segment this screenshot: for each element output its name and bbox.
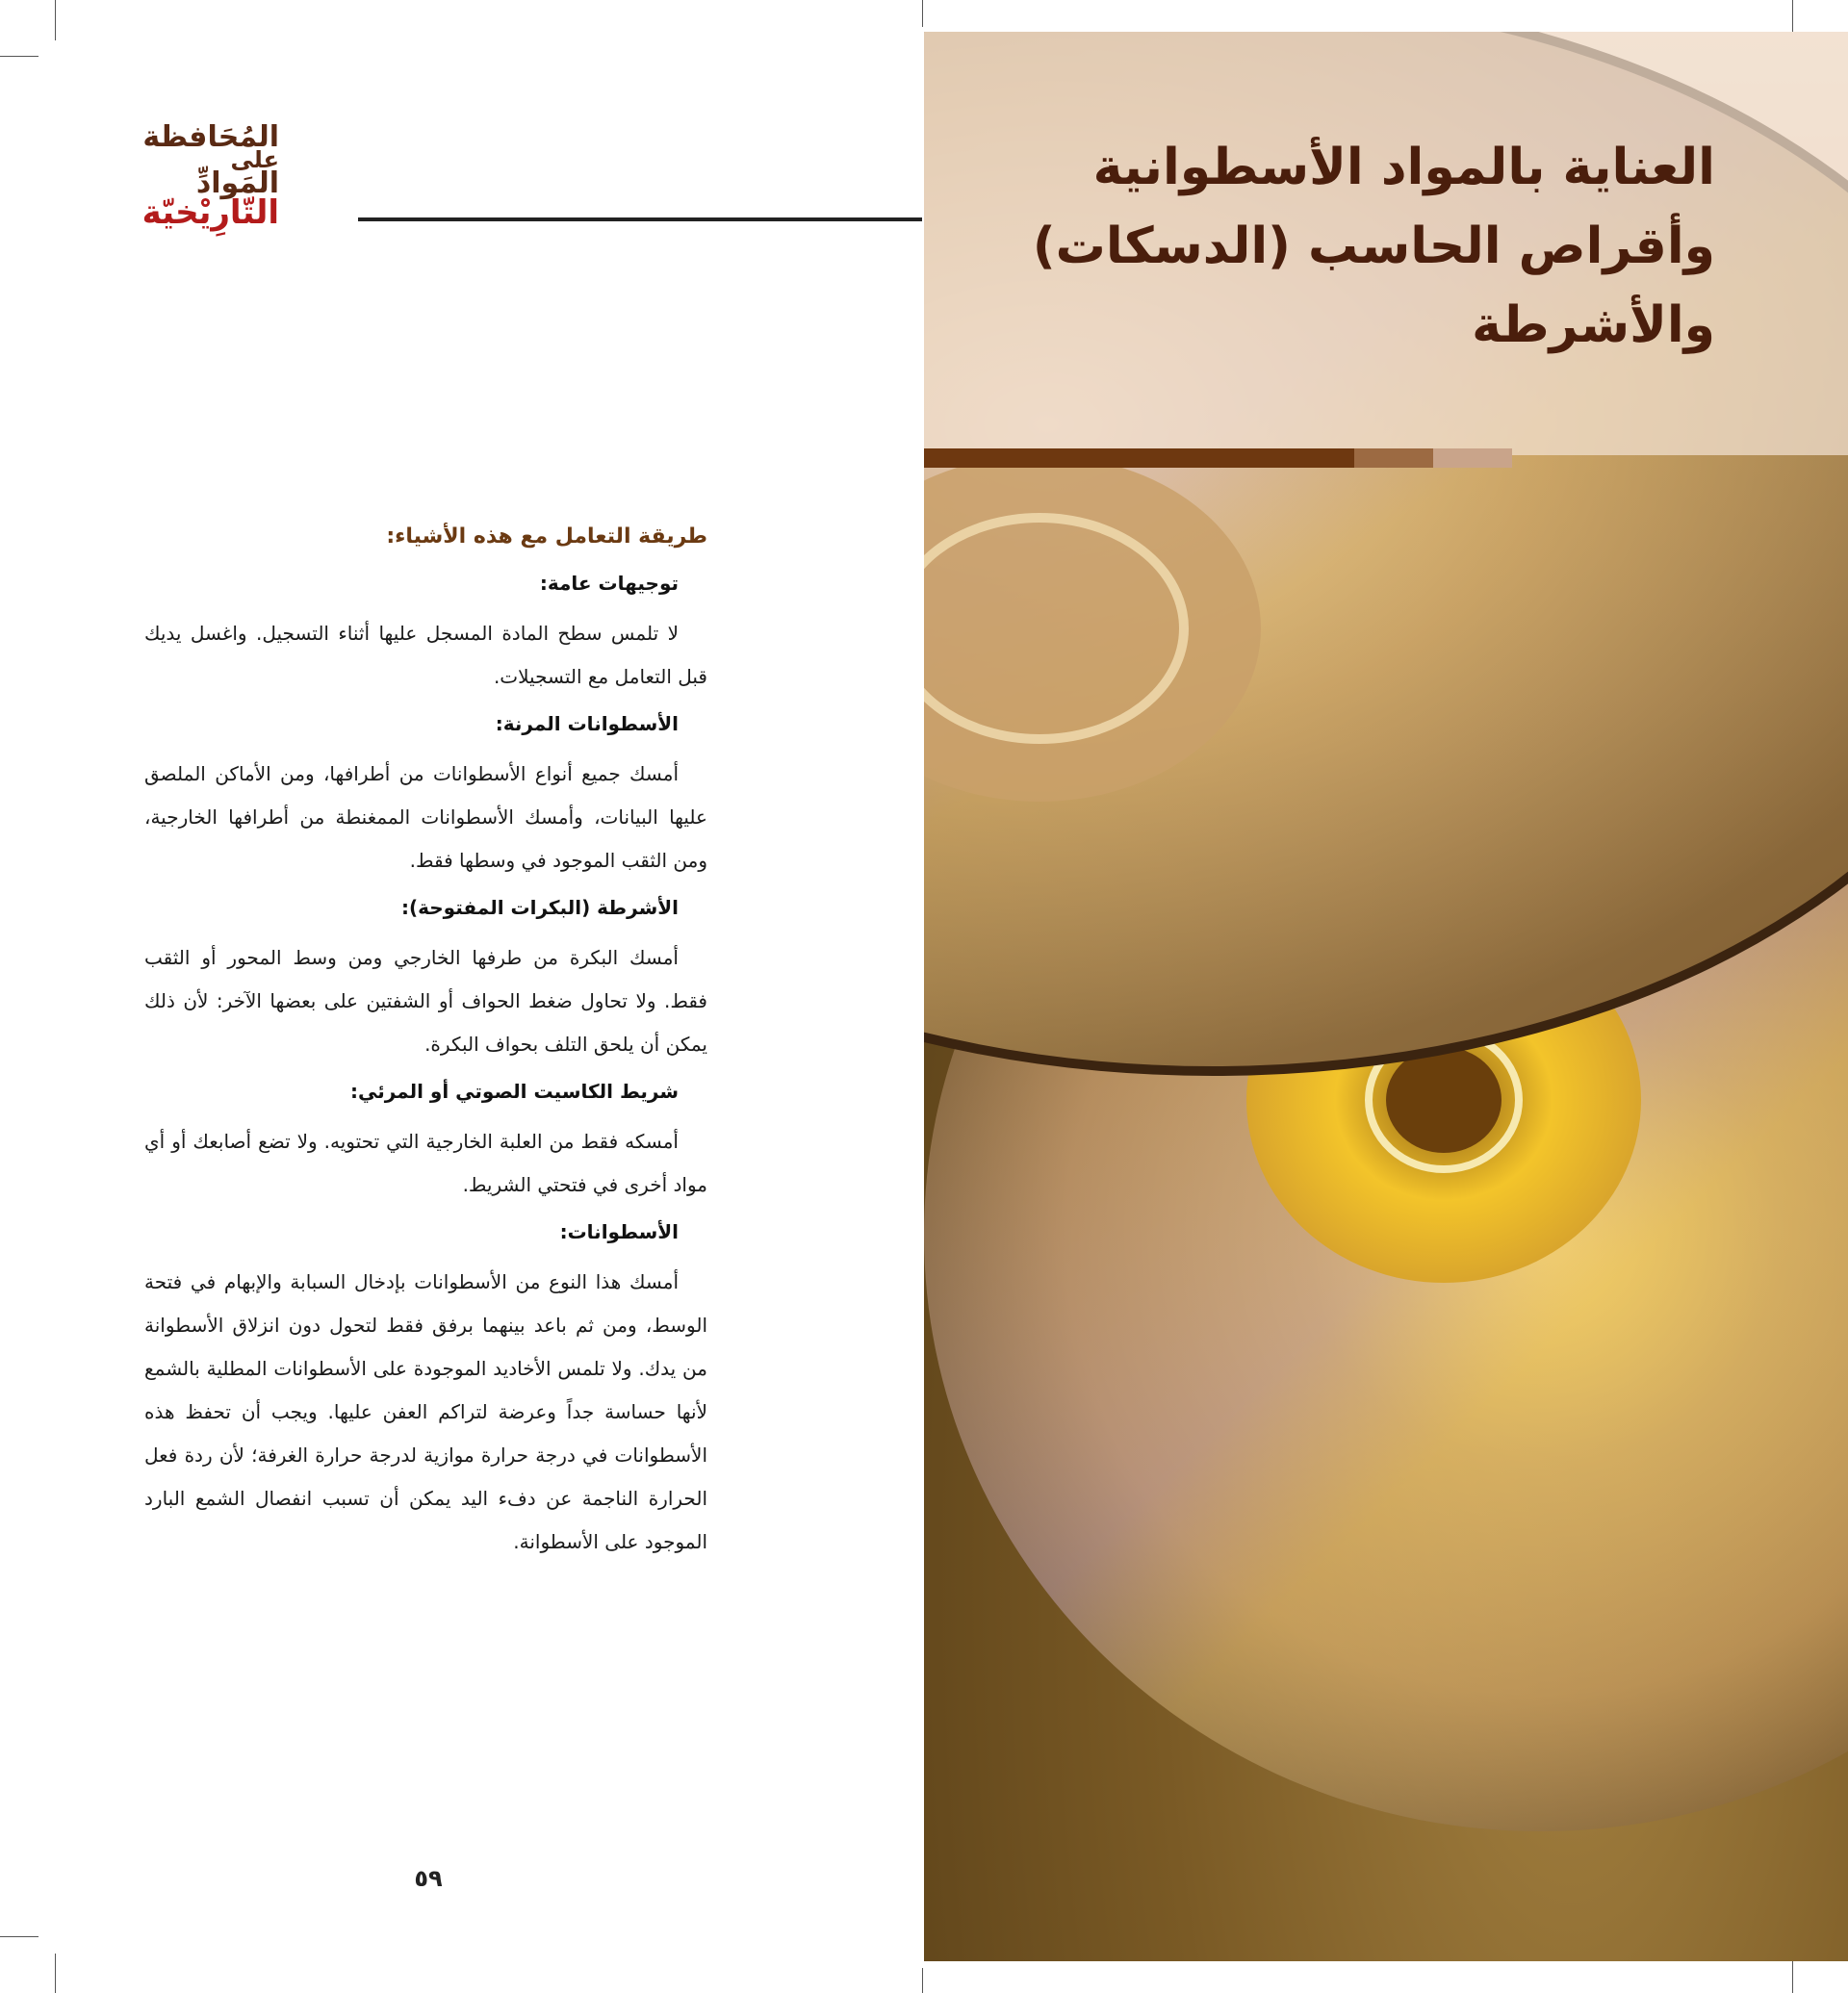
- crop-mark: [0, 56, 38, 57]
- subheading-general: توجيهات عامة:: [539, 572, 679, 595]
- paragraph-flexible-discs: أمسك جميع أنواع الأسطوانات من أطرافها، ومن الأماكن الملصق عليها البيانات، وأمسك الأسطوانات الممغنطة من أطرافها الخارجية، ومن الثقب الموجود في وسطها فقط.: [144, 762, 707, 872]
- crop-mark: [55, 0, 56, 40]
- paragraph-tapes: أمسك البكرة من طرفها الخارجي ومن وسط المحور أو الثقب فقط. ولا تحاول ضغط الحواف أو الشفتين على بعضها الآخر: لأن ذلك يمكن أن يلحق التلف بحواف البكرة.: [144, 946, 707, 1056]
- chapter-title-line: والأشرطة: [1472, 296, 1715, 354]
- subheading-discs: الأسطوانات:: [559, 1220, 679, 1243]
- subheading-cassette: شريط الكاسيت الصوتي أو المرئي:: [350, 1080, 679, 1103]
- crop-mark: [55, 1954, 56, 1993]
- crop-mark: [922, 1968, 923, 1993]
- paragraph-discs: أمسك هذا النوع من الأسطوانات بإدخال السبابة والإبهام في فتحة الوسط، ومن ثم باعد بينهما برفق فقط لتحول دون انزلاق الأسطوانة من يدك. ولا تلمس الأخاديد الموجودة على الأسطوانات المطلية بالشمع لأنها حساسة جداً وعرضة لتراكم العفن عليها. ويجب أن تحفظ هذه الأسطوانات في درجة حرارة موازية لدرجة حرارة الغرفة؛ لأن ردة فعل الحرارة الناجمة عن دفء اليد يمكن أن تسبب انفصال الشمع البارد الموجود على الأسطوانة.: [144, 1270, 707, 1553]
- book-logo: [135, 120, 279, 232]
- page-number: ٥٩: [414, 1865, 443, 1892]
- section-title: طريقة التعامل مع هذه الأشياء:: [386, 524, 707, 549]
- band-mid: [1354, 448, 1433, 468]
- header-rule: [358, 217, 922, 221]
- subheading-flexible-discs: الأسطوانات المرنة:: [495, 712, 679, 735]
- chapter-title: [1003, 128, 1715, 365]
- logo-line: على: [230, 146, 279, 173]
- band-dark: [924, 448, 1354, 468]
- crop-mark: [0, 1936, 38, 1937]
- logo-line: التّارِيْخيّة: [141, 193, 279, 232]
- cd-photo-panel: [924, 32, 1848, 1961]
- subheading-tapes: الأشرطة (البكرات المفتوحة):: [401, 896, 679, 919]
- logo-line: المُحَافظة: [142, 120, 279, 154]
- chapter-title-line: العناية بالمواد الأسطوانية: [1092, 139, 1715, 196]
- body-text-column: [144, 524, 707, 1577]
- logo-line: المَوادِّ: [195, 166, 279, 200]
- band-light: [1433, 448, 1512, 468]
- paragraph-general: لا تلمس سطح المادة المسجل عليها أثناء التسجيل. واغسل يديك قبل التعامل مع التسجيلات.: [144, 622, 707, 688]
- paragraph-cassette: أمسكه فقط من العلبة الخارجية التي تحتويه. ولا تضع أصابعك أو أي مواد أخرى في فتحتي الشريط.: [144, 1130, 707, 1196]
- crop-mark: [922, 0, 923, 27]
- chapter-title-line: وأقراص الحاسب (الدسكات): [1032, 217, 1715, 275]
